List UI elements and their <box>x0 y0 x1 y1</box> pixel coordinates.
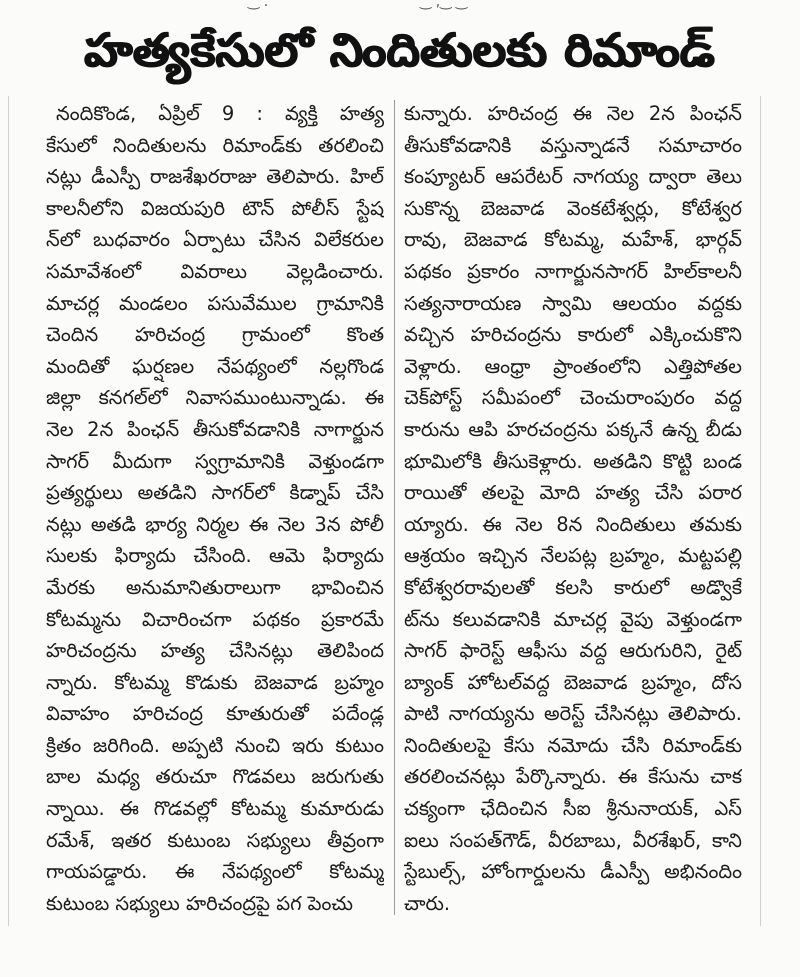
article-text-line: ట్‌ను కలువడానికి మాచర్ల వైపు వెళ్తుండగా <box>404 607 742 631</box>
article-headline: హత్యకేసులో నిందితులకు రిమాండ్ <box>84 23 716 77</box>
cropped-text-fragment: ‿ ,‿ ‿ <box>420 0 468 10</box>
article-text-line: కున్నారు. హరిచంద్ర ఈ నెల 2న పింఛన్ <box>404 102 742 125</box>
article-text-line: నట్లు డీఎస్పీ రాజశేఖరరాజు తెలిపారు. హిల్ <box>46 165 384 189</box>
article-text-line: మేరకు అనుమానితురాలుగా భావించిన <box>46 575 384 599</box>
article-right-column <box>404 98 742 928</box>
article-text-line: చారు. <box>404 891 451 915</box>
article-text-line: నట్లు అతడి భార్య నిర్మల ఈ నెల 3న పోలీ <box>46 512 384 536</box>
article-text-line: హరిచంద్రను హత్య చేసినట్లు తెలిపింద <box>46 639 384 663</box>
article-text-line: క్రితం జరిగింది. అప్పటి నుంచి ఇరు కుటుం <box>46 733 384 757</box>
article-text-line: పథకం ప్రకారం నాగార్జునసాగర్ హిల్‌కాలనీ <box>404 259 742 283</box>
article-text-line: న్‌లో బుధవారం ఏర్పాటు చేసిన విలేకరుల <box>46 228 384 252</box>
article-text-line: న్నారు. కోటమ్మ కొడుకు బెజవాడ బ్రహ్మం <box>46 670 384 694</box>
article-text-line: సాగర్ మీదుగా స్వగ్రామానికి వెళ్తుండగా <box>46 449 384 473</box>
article-text-line: బ్యాంక్ హోటల్‌వద్ద బెజవాడ బ్రహ్మం, దోస <box>404 670 742 694</box>
article-text-line: రావు, బెజవాడ కోటమ్మ, మహేశ్, భార్గవ్ <box>404 228 742 252</box>
article-text-line: నందికొండ, ఏప్రిల్ 9 : వ్యక్తి హత్య <box>56 102 384 125</box>
article-text-line: రాయితో తలపై మోది హత్య చేసి పరార <box>404 481 742 505</box>
article-text-line: చక్యంగా ఛేదించిన సీఐ శ్రీనునాయక్, ఎస్ <box>404 797 742 821</box>
article-text-line: సత్యనారాయణ స్వామి ఆలయం వద్దకు <box>404 291 742 315</box>
article-text-line: న్నాయి. ఈ గొడవల్లో కోటమ్మ కుమారుడు <box>46 797 384 821</box>
article-text-line: కోటమ్మను విచారించగా పథకం ప్రకారమే <box>46 607 384 631</box>
article-text-line: వివాహం హరిచంద్ర కూతురుతో పదేండ్ల <box>46 702 384 726</box>
article-text-line: కుటుంబ సభ్యులు హరిచంద్రపై పగ పెంచు <box>46 891 353 915</box>
article-text-line: కారును ఆపి హరచంద్రను పక్కనే ఉన్న బీడు <box>404 417 742 441</box>
article-text-line: స్టేబుల్స్, హోంగార్డులను డీఎస్పీ అభినందిం <box>404 860 742 884</box>
article-text-line: పాటి నాగయ్యను అరెస్ట్ చేసినట్లు తెలిపారు. <box>404 702 742 726</box>
article-text-line: రమేశ్, ఇతర కుటుంబ సభ్యులు తీవ్రంగా <box>46 828 384 852</box>
article-text-line: కేసులో నిందితులను రిమాండ్‌కు తరలించి <box>46 133 384 157</box>
article-text-line: చెక్‌పోస్ట్ సమీపంలో చెంచురాంపురం వద్ద <box>404 386 742 410</box>
article-text-line: కంప్యూటర్ ఆపరేటర్ నాగయ్య ద్వారా తెలు <box>404 165 742 189</box>
column-divider <box>394 100 395 915</box>
article-text-line: సుకొన్న బెజవాడ వెంకటేశ్వర్లు, కోటేశ్వర <box>404 196 742 220</box>
article-text-line: కోటేశ్వరరావులతో కలసి కారులో అడ్వొకే <box>404 575 742 599</box>
cropped-previous-article-strip <box>0 0 800 14</box>
cropped-text-fragment: ‿ . <box>248 0 269 10</box>
article-text-line: య్యారు. ఈ నెల 8న నిందితులు తమకు <box>404 512 742 536</box>
clipping-left-edge <box>8 96 9 926</box>
article-text-line: సులకు ఫిర్యాదు చేసింది. ఆమె ఫిర్యాదు <box>46 544 384 568</box>
article-text-line: నిందితులపై కేసు నమోదు చేసి రిమాండ్‌కు <box>404 733 742 757</box>
article-text-line: మాచర్ల మండలం పసువేముల గ్రామానికి <box>46 291 384 315</box>
article-text-line: తీసుకోవడానికి వస్తున్నాడనే సమాచారం <box>404 133 742 157</box>
article-text-line: ఆశ్రయం ఇచ్చిన నేలపట్ల బ్రహ్మం, మట్టపల్లి <box>404 544 742 568</box>
article-text-line: నెల 2న పింఛన్ తీసుకోవడానికి నాగార్జున <box>46 417 384 441</box>
article-text-line: కాలనీలోని విజయపురి టౌన్ పోలీస్ స్టేష <box>46 196 384 220</box>
article-text-line: సాగర్ ఫారెస్ట్ ఆఫీసు వద్ద ఆరుగురిని, రైట్ <box>404 639 742 663</box>
article-text-line: ప్రత్యర్థులు అతడిని సాగర్‌లో కిడ్నాప్ చేసి <box>46 481 384 505</box>
article-text-line: మందితో ఘర్షణల నేపథ్యంలో నల్లగొండ <box>46 354 384 378</box>
article-text-line: చెందిన హరిచంద్ర గ్రామంలో కొంత <box>46 323 384 347</box>
article-text-line: ఐలు సంపత్‌గౌడ్, వీరబాబు, వీరశేఖర్, కాని <box>404 828 742 852</box>
clipping-right-edge <box>760 96 761 926</box>
article-text-line: గాయపడ్డారు. ఈ నేపథ్యంలో కోటమ్మ <box>46 860 384 884</box>
article-text-line: తరలించనట్లు పేర్కొన్నారు. ఈ కేసును చాక <box>404 765 742 789</box>
article-text-line: బాల మధ్య తరుచూ గొడవలు జరుగుతు <box>46 765 384 789</box>
article-text-line: సమావేశంలో వివరాలు వెల్లడించారు. <box>46 259 384 283</box>
article-text-line: వచ్చిన హరిచంద్రను కారులో ఎక్కించుకొని <box>404 323 742 347</box>
article-text-line: భూమిలోకి తీసుకెళ్లారు. అతడిని కొట్టి బండ <box>404 449 742 473</box>
article-left-column <box>46 98 384 928</box>
article-text-line: వెళ్లారు. ఆంధ్రా ప్రాంతంలోని ఎత్తిపోతల <box>404 354 742 378</box>
article-text-line: జిల్లా కనగల్‌లో నివాసముంటున్నాడు. ఈ <box>46 386 384 410</box>
